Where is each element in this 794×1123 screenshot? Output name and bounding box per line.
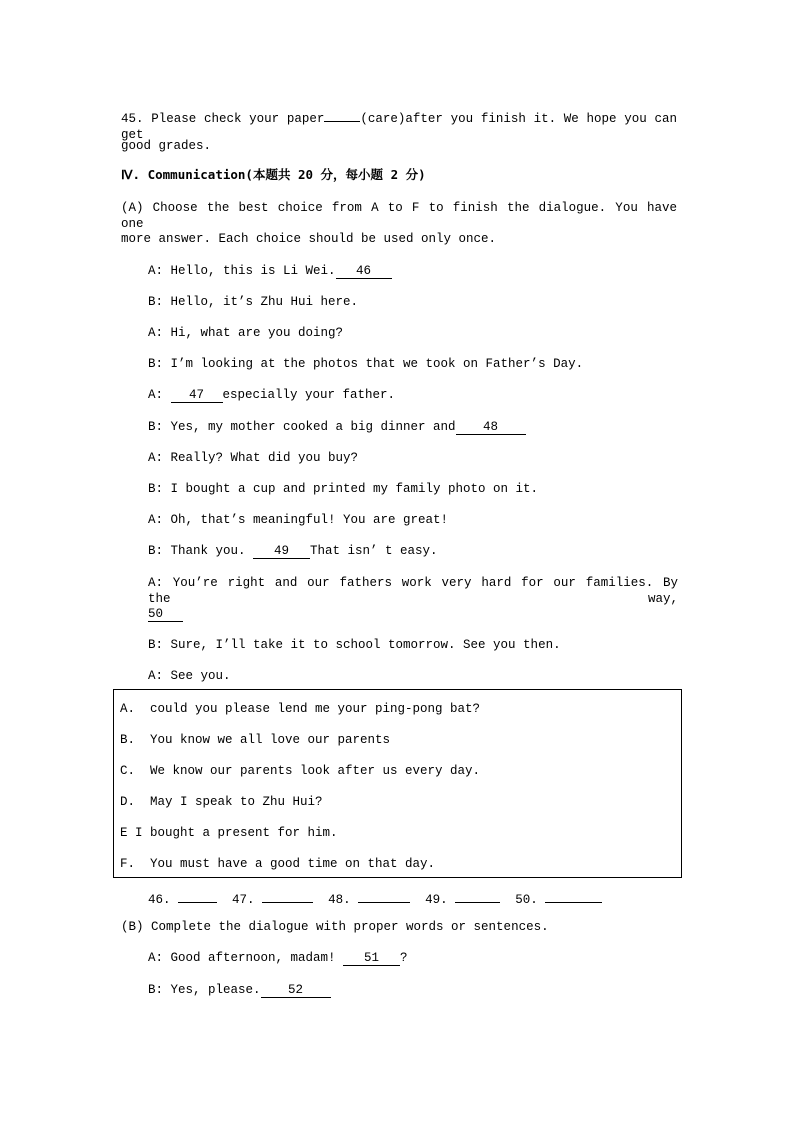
options-box: [113, 689, 682, 878]
dialogue-line: A: See you.: [148, 669, 231, 683]
dialogue-line: A: Really? What did you buy?: [148, 451, 359, 465]
blank-52: 52: [261, 983, 331, 998]
dialogue-line: A: Hi, what are you doing?: [148, 326, 344, 340]
part-b-instruction: (B) Complete the dialogue with proper words or sentences.: [121, 920, 549, 934]
blank-46: 46: [336, 264, 392, 279]
answer-blank-48[interactable]: [358, 888, 410, 903]
blank-49: 49: [253, 544, 310, 559]
option-c: C. We know our parents look after us every day.: [120, 764, 481, 778]
answer-blank-47[interactable]: [262, 888, 313, 903]
blank-48: 48: [456, 420, 526, 435]
option-f: F. You must have a good time on that day.: [120, 857, 436, 871]
question-45-line1: 45. Please check your paper (care)after you finish it. We hope you can get: [121, 107, 677, 143]
dialogue-line: B: Hello, it’s Zhu Hui here.: [148, 295, 359, 309]
answer-blank-50[interactable]: [545, 888, 602, 903]
dialogue-line: A: Oh, that’s meaningful! You are great!: [148, 513, 449, 527]
part-a-instruction-line2: more answer. Each choice should be used only once.: [121, 232, 497, 246]
dialogue-line: B: Yes, my mother cooked a big dinner and 48: [148, 419, 526, 435]
answer-blank-49[interactable]: [455, 888, 500, 903]
part-a-instruction-line1: (A) Choose the best choice from A to F to finish the dialogue. You have one: [121, 201, 677, 231]
dialogue-line: B: Thank you. 49 That isn’ t easy.: [148, 544, 438, 558]
dialogue-line: B: Sure, I’ll take it to school tomorrow. See you then.: [148, 638, 561, 652]
dialogue-line: B: Yes, please. 52: [148, 982, 331, 998]
blank-47: 47: [171, 388, 223, 403]
answer-row: 46. 47. 48. 49. 50.: [148, 888, 602, 908]
dialogue-line: B: I bought a cup and printed my family photo on it.: [148, 482, 539, 496]
option-d: D. May I speak to Zhu Hui?: [120, 795, 323, 809]
dialogue-line: A: You’re right and our fathers work very hard for our families. By the way,: [148, 576, 678, 606]
answer-blank-46[interactable]: [178, 888, 217, 903]
section-heading: Ⅳ. Communication(本题共 20 分，每小题 2 分): [121, 167, 426, 182]
blank-45: [324, 107, 360, 122]
option-b: B. You know we all love our parents: [120, 733, 391, 747]
blank-51: 51: [343, 951, 400, 966]
dialogue-line: A: Hello, this is Li Wei. 46: [148, 263, 392, 279]
dialogue-line: A: Good afternoon, madam! 51 ?: [148, 951, 408, 965]
dialogue-line: A: 47 especially your father.: [148, 388, 396, 402]
blank-50: 50: [148, 607, 183, 622]
option-a: A. could you please lend me your ping-pong bat?: [120, 702, 481, 716]
question-45-line2: good grades.: [121, 139, 212, 153]
dialogue-line: [148, 606, 183, 622]
dialogue-line: B: I’m looking at the photos that we took on Father’s Day.: [148, 357, 584, 371]
option-e: E I bought a present for him.: [120, 826, 338, 840]
